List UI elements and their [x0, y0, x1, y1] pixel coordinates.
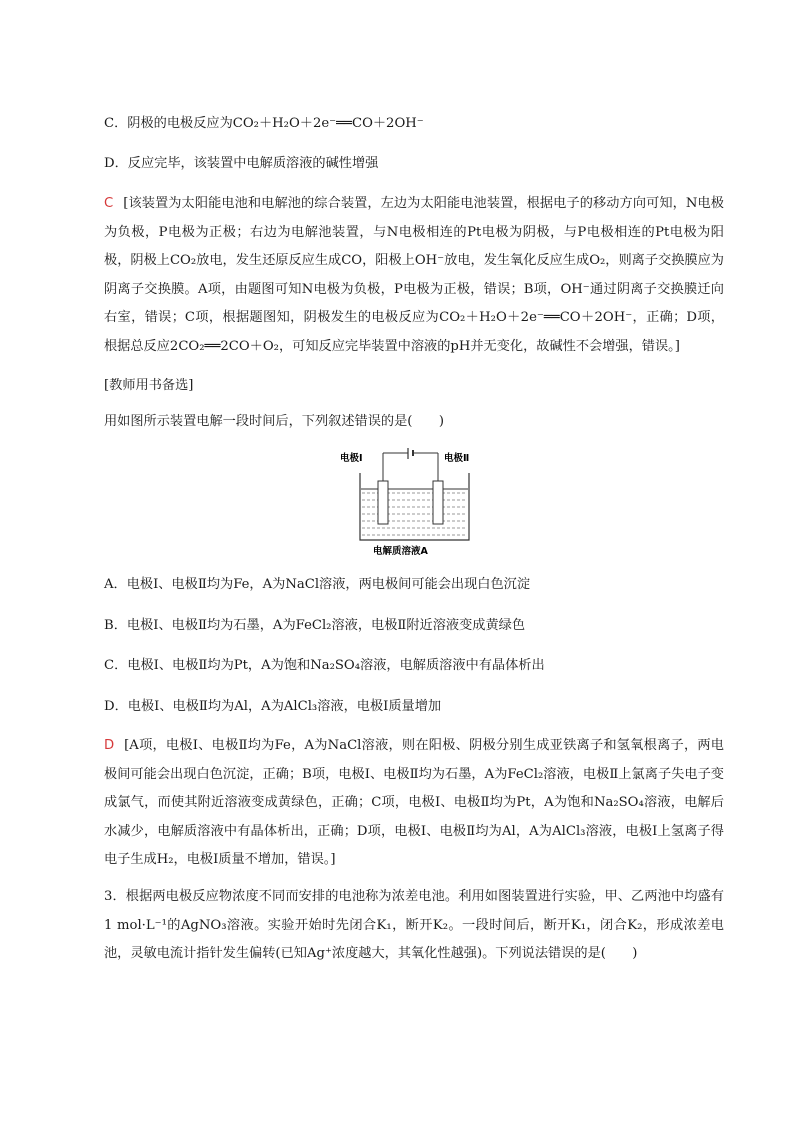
teacher-option-a: A．电极Ⅰ、电极Ⅱ均为Fe，A为NaCl溶液，两电极间可能会出现白色沉淀 — [104, 577, 531, 592]
teacher-explanation: [A项，电极Ⅰ、电极Ⅱ均为Fe，A为NaCl溶液，则在阳极、阴极分别生成亚铁离子和氢氧根离子，两电极间可能会出现白色沉淀，正确；B项，电极Ⅰ、电极Ⅱ均为石墨，A为FeCl₂溶液，电极Ⅱ上氯离子失电子变成氯气，而使其附近溶液变成黄绿色，正确；C项，电极Ⅰ、电极Ⅱ均为Pt，A为饱和Na₂SO₄溶液，电解后水减少，电解质溶液中有晶体析出，正确；D项，电极Ⅰ、电极Ⅱ均为Al，A为AlCl₃溶液，电极Ⅰ上氢离子得电子生成H₂，电极Ⅰ质量不增加，错误。] — [104, 738, 724, 867]
electrode-2 — [433, 481, 443, 524]
label-electrode-1: 电极Ⅰ — [340, 453, 363, 464]
teacher-answer-letter: D — [104, 738, 115, 753]
question-3: 3．根据两电极反应物浓度不同而安排的电池称为浓差电池。利用如图装置进行实验，甲、乙两池中均盛有1 mol·L⁻¹的AgNO₃溶液。实验开始时先闭合K₁，断开K₂。一段时间后，断开K₁，闭合K₂，形成浓差电池，灵敏电流计指针发生偏转(已知Ag⁺浓度越大，其氧化性越强)。下列说法错误的是( ) — [104, 889, 724, 961]
prev-answer-block — [104, 190, 724, 361]
electrolysis-diagram-svg — [340, 448, 490, 558]
prev-answer-letter: C — [104, 196, 114, 211]
electrode-1 — [378, 481, 388, 524]
teacher-section-title: [教师用书备选] — [104, 378, 194, 393]
prev-option-c: C．阴极的电极反应为CO₂＋H₂O＋2e⁻══CO＋2OH⁻ — [104, 116, 424, 131]
beaker — [360, 473, 469, 540]
prev-option-d: D．反应完毕，该装置中电解质溶液的碱性增强 — [104, 156, 379, 171]
prev-explanation: [该装置为太阳能电池和电解池的综合装置，左边为太阳能电池装置，根据电子的移动方向可知，N电极为负极，P电极为正极；右边为电解池装置，与N电极相连的Pt电极为阴极，与P电极相连的Pt电极为阳极，阴极上CO₂放电，发生还原反应生成CO，阳极上OH⁻放电，发生氧化反应生成O₂，则离子交换膜应为阴离子交换膜。A项，由题图可知N电极为负极，P电极为正极，错误；B项，OH⁻通过阴离子交换膜迁向右室，错误；C项，根据题图知，阴极发生的电极反应为CO₂＋H₂O＋2e⁻══CO＋2OH⁻，正确；D项，根据总反应2CO₂══2CO＋O₂，可知反应完毕装置中溶液的pH并无变化，故碱性不会增强，错误。] — [104, 196, 724, 354]
teacher-answer-block — [104, 732, 724, 875]
teacher-option-b: B．电极Ⅰ、电极Ⅱ均为石墨，A为FeCl₂溶液，电极Ⅱ附近溶液变成黄绿色 — [104, 618, 526, 633]
teacher-option-c: C．电极Ⅰ、电极Ⅱ均为Pt，A为饱和Na₂SO₄溶液，电解质溶液中有晶体析出 — [104, 658, 545, 673]
teacher-question: 用如图所示装置电解一段时间后，下列叙述错误的是( ) — [104, 414, 444, 429]
label-electrode-2: 电极Ⅱ — [444, 453, 470, 464]
electrolysis-diagram — [340, 448, 490, 558]
diagram-caption: 电解质溶液A — [373, 546, 428, 557]
teacher-option-d: D．电极Ⅰ、电极Ⅱ均为Al，A为AlCl₃溶液，电极Ⅰ质量增加 — [104, 699, 442, 714]
